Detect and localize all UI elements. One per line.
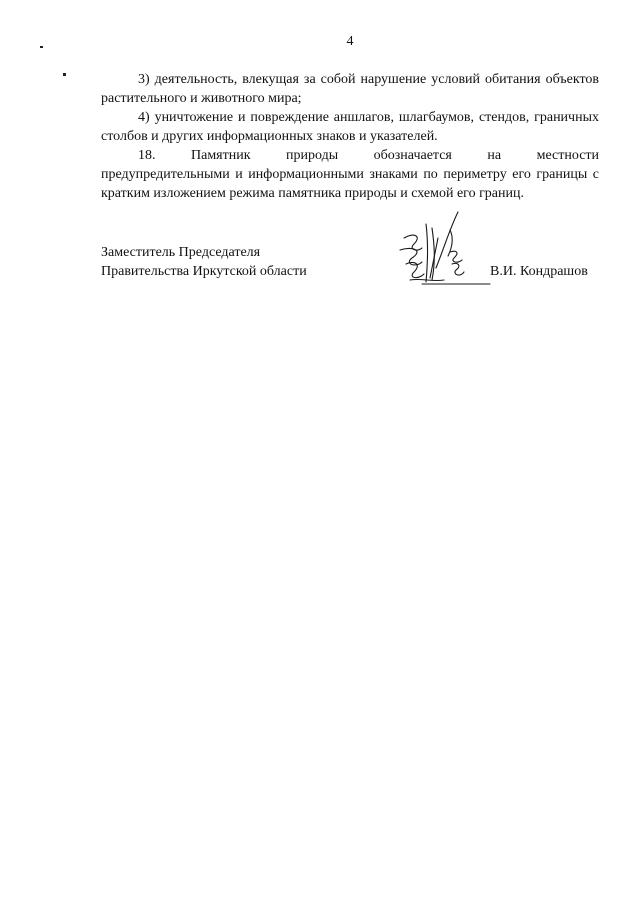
- signer-name: В.И. Кондрашов: [490, 264, 588, 279]
- item-18-word: местности: [536, 148, 600, 163]
- paragraph-item-3: 3) деятельность, влекущая за собой нарушение условий обитания объектов растительного и животного мира;: [101, 72, 599, 106]
- paragraph-item-18: [101, 146, 599, 165]
- item-18-word: на: [487, 148, 502, 163]
- body-text: [101, 70, 599, 203]
- item-18-word: Памятник: [191, 148, 251, 163]
- scan-speck: [63, 73, 66, 76]
- signatory-title-line1: Заместитель Председателя: [101, 245, 261, 260]
- page-number: 4: [346, 34, 354, 49]
- item-18-word: природы: [286, 148, 339, 163]
- signatory-title: [101, 243, 307, 281]
- handwritten-signature: [392, 208, 492, 288]
- paragraph-item-4: 4) уничтожение и повреждение аншлагов, шлагбаумов, стендов, граничных столбов и других информационных знаков и указателей.: [101, 110, 599, 144]
- item-18-number: 18.: [138, 148, 156, 163]
- item-18-word: обозначается: [373, 148, 452, 163]
- paragraph-item-18-continuation: предупредительными и информационными знаками по периметру его границы с кратким изложением режима памятника природы и схемой его границ.: [101, 167, 599, 201]
- signatory-title-line2: Правительства Иркутской области: [101, 264, 307, 279]
